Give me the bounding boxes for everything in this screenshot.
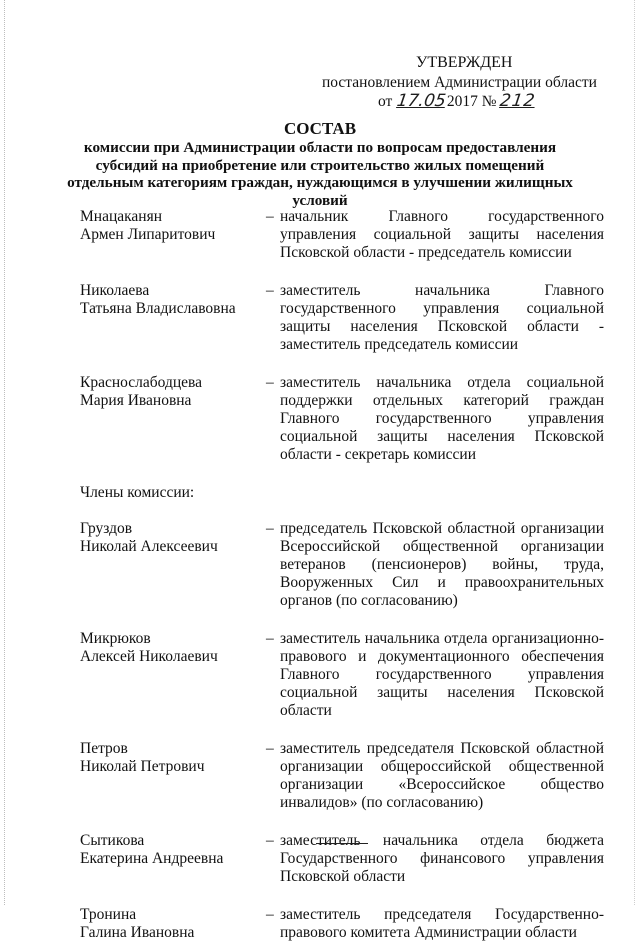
- roster-entry: [80, 520, 604, 610]
- person-role: председатель Псковской областной организации Всероссийской общественной организации ветеранов (пенсионеров) войны, труда, Вооруженных Сил и правоохранительных органов (по согласованию): [280, 520, 604, 609]
- person-role: заместитель председателя Псковской областной организации общероссийской общественной организации «Всероссийское общество инвалидов» (по согласованию): [280, 740, 604, 811]
- approval-year-number: 2017 №: [446, 93, 497, 110]
- person-name: [80, 906, 266, 942]
- person-role: начальник Главного государственного управления социальной защиты населения Псковской области - председатель комиссии: [280, 208, 604, 261]
- person-name: [80, 832, 266, 868]
- dash-separator: –: [266, 520, 274, 537]
- dash-separator: –: [266, 282, 274, 299]
- scan-edge-left: [4, 0, 6, 905]
- person-role: заместитель начальника отдела социальной поддержки отдельных категорий граждан Главного государственного управления социальной защиты населения Псковской области - секретарь комиссии: [280, 374, 604, 463]
- roster-entry: [80, 282, 604, 354]
- document-title: СОСТАВ: [283, 119, 357, 138]
- person-surname: Сытикова: [80, 832, 145, 849]
- roster-entry: [80, 906, 604, 942]
- handwritten-number: 212: [499, 91, 538, 111]
- person-given-names: Екатерина Андреевна: [80, 850, 224, 867]
- person-role: заместитель начальника Главного государственного управления социальной защиты населения Псковской области - заместитель председатель комиссии: [280, 282, 604, 353]
- dash-separator: –: [266, 374, 274, 391]
- approval-prefix: от: [378, 93, 393, 110]
- person-name: [80, 630, 266, 666]
- person-name: [80, 282, 266, 318]
- person-role: заместитель председателя Государственно-правового комитета Администрации области: [280, 906, 604, 941]
- person-role: заместитель начальника отдела организационно-правового и документационного обеспечения Главного государственного управления социальной защиты населения Псковской области: [280, 630, 604, 719]
- dash-separator: –: [266, 832, 274, 849]
- person-given-names: Николай Петрович: [80, 758, 205, 775]
- roster-entry: [80, 740, 604, 812]
- members-heading: Члены комиссии:: [80, 484, 195, 501]
- person-surname: Петров: [80, 740, 128, 757]
- approval-date-line: [322, 92, 602, 111]
- dash-separator: –: [266, 740, 274, 757]
- handwritten-date: 17.05: [395, 91, 448, 111]
- dash-separator: –: [266, 630, 274, 647]
- scan-edge-right: [634, 0, 636, 905]
- person-role: заместитель начальника отдела бюджета Государственного финансового управления Псковской области: [280, 832, 604, 885]
- person-surname: Мнацаканян: [80, 208, 163, 225]
- person-name: [80, 374, 266, 410]
- roster-entry: [80, 630, 604, 720]
- dash-separator: –: [266, 906, 274, 923]
- closing-rule: [316, 843, 368, 844]
- approval-stamp-block: [322, 54, 602, 111]
- roster-entry: [80, 208, 604, 262]
- commission-roster: [80, 208, 604, 942]
- roster-entry: [80, 374, 604, 464]
- person-name: [80, 520, 266, 556]
- roster-entry: [80, 832, 604, 886]
- person-given-names: Николай Алексеевич: [80, 538, 218, 555]
- dash-separator: –: [266, 208, 274, 225]
- person-surname: Микрюков: [80, 630, 151, 647]
- person-surname: Тронина: [80, 906, 137, 923]
- approval-resolution-line: постановлением Администрации области: [322, 74, 597, 91]
- person-given-names: Галина Ивановна: [80, 924, 195, 941]
- person-surname: Груздов: [80, 520, 133, 537]
- person-given-names: Мария Ивановна: [80, 392, 192, 409]
- person-given-names: Алексей Николаевич: [80, 648, 218, 665]
- document-subtitle: комиссии при Администрации области по вопросам предоставления субсидий на приобретение или строительство жилых помещений отдельным категориям граждан, нуждающимся в улучшении жилищных условий: [67, 139, 573, 209]
- person-surname: Краснослабодцева: [80, 374, 203, 391]
- person-surname: Николаева: [80, 282, 150, 299]
- person-name: [80, 208, 266, 244]
- person-given-names: Татьяна Владиславовна: [80, 300, 236, 317]
- person-name: [80, 740, 266, 776]
- person-given-names: Армен Липаритович: [80, 226, 216, 243]
- approval-title: УТВЕРЖДЕН: [416, 54, 513, 71]
